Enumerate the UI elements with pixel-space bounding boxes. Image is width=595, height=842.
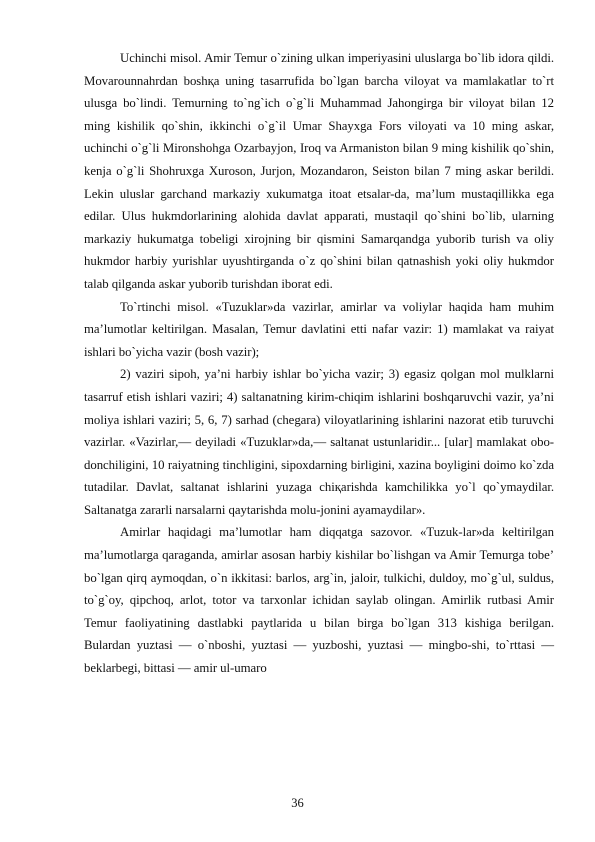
document-body — [84, 47, 554, 680]
paragraph-third-example: Uchinchi misol. Amir Temur o`zining ulkan imperiyasini uluslarga bo`lib idora qildi. Movarounnahrdan boshқa uning tasarrufida bo`lgan barcha viloyat va mamlakatlar to`rt ulusga bo`lindi. Temurning to`ng`ich o`g`li Muhammad Jahongirga bir viloyat bilan 12 ming kishilik qo`shin, ikkinchi o`g`il Umar Shayxga Fors viloyati va 10 ming askar, uchinchi o`g`li Mironshohga Ozarbayjon, Iroq va Armaniston bilan 9 ming kishilik qo`shin, kenja o`g`li Shohruxga Xuroson, Jurjon, Mozandaron, Seiston bilan 7 ming askar berildi. Lekin uluslar garchand markaziy xukumatga itoat etsalar-da, ma’lum mustaqillikka ega edilar. Ulus hukmdorlarining alohida davlat apparati, mustaqil qo`shini bo`lib, ularning markaziy hukumatga tobeligi xirojning bir qismini Samarqandga yuborib turish va oliy hukmdor harbiy yurishlar uyushtirganda o`z qo`shini bilan qatnashish yoki oliy hukmdor talab qilganda askar yuborib turishdan iborat edi. — [84, 51, 554, 291]
paragraph-fourth-example: To`rtinchi misol. «Tuzuklar»da vazirlar, amirlar va voliylar haqida ham muhim ma’lumotlar keltirilgan. Masalan, Temur davlatini etti nafar vazir: 1) mamlakat va raiyat ishlari bo`yicha vazir (bosh vazir); — [84, 299, 554, 359]
paragraph-amirs: Amirlar haqidagi ma’lumotlar ham diqqatga sazovor. «Tuzuk-lar»da keltirilgan ma’lumotlarga qaraganda, amirlar asosan harbiy kishilar bo`lishgan va Amir Temurga tobe’ bo`lgan qirq aymoqdan, o`n ikkitasi: barlos, arg`in, jaloir, tulkichi, duldoy, mo`g`ul, suldus, to`g`oy, qipchoq, arlot, totor va tarxonlar ichidan saylab olingan. Amirlik rutbasi Amir Temur faoliyatining dastlabki paytlarida u bilan birga bo`lgan 313 kishiga berilgan. Bulardan yuztasi — o`nboshi, yuztasi — yuzboshi, yuztasi — mingbo-shi, to`rttasi — beklarbegi, bittasi — amir ul-umaro — [84, 525, 554, 676]
paragraph-viziers-list: 2) vaziri sipoh, ya’ni harbiy ishlar bo`yicha vazir; 3) egasiz qolgan mol mulklarni tasarruf etish ishlari vaziri; 4) saltanatning kirim-chiqim ishlarini boshqaruvchi vazir, ya’ni moliya ishlari vaziri; 5, 6, 7) sarhad (chegara) viloyatlarining ishlarini nazorat etib turuvchi vazirlar. «Vazirlar,— deyiladi «Tuzuklar»da,— saltanat ustunlaridir... [ular] mamlakat obo-donchiligini, 10 raiyatning tinchligini, sipoxdarning birligini, xazina boyligini doimo ko`zda tutadilar. Davlat, saltanat ishlarini yuzaga chiқarishda kamchilikka yo`l qo`ymaydilar. Saltanatga zararli narsalarni qaytarishda molu-jonini ayamaydilar». — [84, 367, 554, 517]
page-number: 36 — [291, 796, 304, 810]
